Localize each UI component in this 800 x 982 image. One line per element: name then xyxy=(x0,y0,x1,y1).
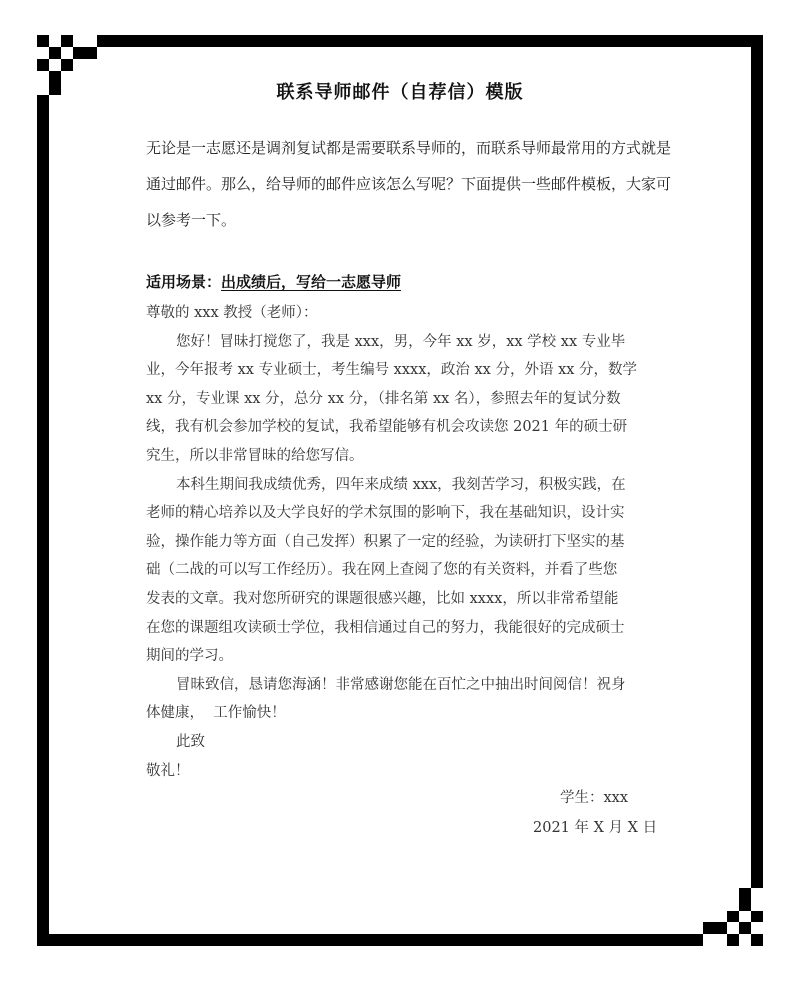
letter-line: 您好！冒昧打搅您了，我是 xxx，男，今年 xx 岁，xx 学校 xx 专业毕 xyxy=(176,333,626,350)
frame-border-top xyxy=(97,35,763,47)
scene-heading xyxy=(146,271,401,292)
closing-line-2: 敬礼！ xyxy=(146,762,190,779)
letter-line: 本科生期间我成绩优秀，四年来成绩 xxx，我刻苦学习，积极实践，在 xyxy=(176,476,626,493)
letter-line: 在您的课题组攻读硕士学位，我相信通过自己的努力，我能很好的完成硕士 xyxy=(146,619,625,636)
letter-line: 发表的文章。我对您所研究的课题很感兴趣，比如 xxxx，所以非常希望能 xyxy=(146,590,619,607)
signature: 学生：xxx xyxy=(560,790,629,806)
letter-date: 2021 年 X 月 X 日 xyxy=(533,820,658,836)
intro-line: 通过邮件。那么，给导师的邮件应该怎么写呢？下面提供一些邮件模板，大家可 xyxy=(146,175,672,193)
letter-line: 究生，所以非常冒昧的给您写信。 xyxy=(146,447,364,464)
letter-line: xx 分，专业课 xx 分，总分 xx 分，（排名第 xx 名），参照去年的复试分数 xyxy=(146,390,621,407)
document-title: 联系导师邮件（自荐信）模版 xyxy=(276,82,524,103)
letter-line: 体健康， 工作愉快！ xyxy=(146,705,286,722)
frame-border-bottom xyxy=(37,934,703,946)
letter-line: 期间的学习。 xyxy=(146,648,233,665)
letter-paragraph-2 xyxy=(146,471,666,671)
frame-border-right xyxy=(751,35,763,888)
scene-label: 适用场景： xyxy=(146,273,222,291)
letter-line: 业，今年报考 xx 专业硕士，考生编号 xxxx，政治 xx 分，外语 xx 分，数学 xyxy=(146,362,638,379)
letter-line: 老师的精心培养以及大学良好的学术氛围的影响下，我在基础知识，设计实 xyxy=(146,505,625,522)
intro-line: 以参考一下。 xyxy=(146,211,237,229)
letter-paragraph-1 xyxy=(146,328,666,471)
letter-line: 线，我有机会参加学校的复试，我希望能够有机会攻读您 2021 年的硕士研 xyxy=(146,419,628,436)
letter-line: 冒昧致信，恳请您海涵！非常感谢您能在百忙之中抽出时间阅信！祝身 xyxy=(176,676,626,693)
frame-border-left xyxy=(37,95,49,946)
letter-paragraph-3 xyxy=(146,671,666,728)
letter-body xyxy=(146,299,666,785)
scene-value: 出成绩后，写给一志愿导师 xyxy=(221,273,402,291)
closing-line-1: 此致 xyxy=(176,733,205,750)
letter-line: 验，操作能力等方面（自己发挥）积累了一定的经验，为读研打下坚实的基 xyxy=(146,533,625,550)
intro-paragraph xyxy=(146,130,672,238)
intro-line: 无论是一志愿还是调剂复试都是需要联系导师的，而联系导师最常用的方式就是 xyxy=(146,139,672,157)
letter-line: 础（二战的可以写工作经历）。我在网上查阅了您的有关资料，并看了些您 xyxy=(146,562,618,579)
salutation: 尊敬的 xxx 教授（老师）： xyxy=(146,305,318,321)
